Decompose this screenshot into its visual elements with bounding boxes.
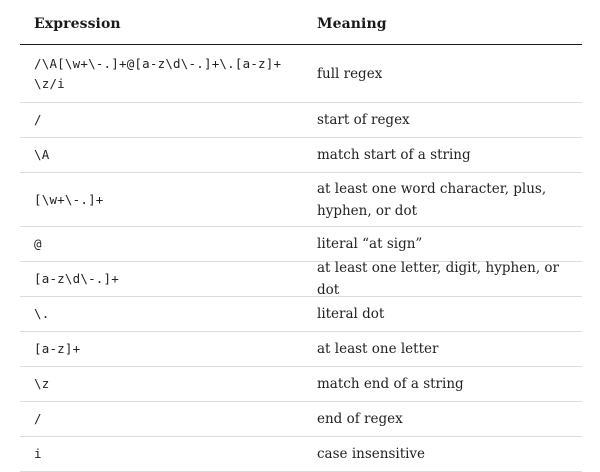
table-row	[20, 437, 582, 472]
table-row	[20, 45, 582, 103]
meaning-cell: at least one word character, plus, hyphen, or dot	[317, 180, 547, 219]
table-row	[20, 402, 582, 437]
table-row	[20, 173, 582, 227]
table-row	[20, 332, 582, 367]
expression-cell: [\w+\-.]+	[34, 191, 104, 207]
meaning-cell: start of regex	[317, 112, 410, 128]
meaning-cell: at least one letter	[317, 341, 439, 357]
expression-cell: \A	[34, 147, 50, 162]
meaning-cell: end of regex	[317, 411, 403, 427]
header-expression: Expression	[34, 16, 121, 32]
table-row	[20, 138, 582, 173]
expression-cell: /\A[\w+\-.]+@[a-z\d\-.]+\.[a-z]+\z/i	[34, 55, 282, 91]
table-row	[20, 297, 582, 332]
expression-cell: @	[34, 236, 42, 251]
expression-cell: /	[34, 112, 42, 127]
expression-cell: \.	[34, 306, 50, 321]
table-row	[20, 262, 582, 297]
expression-cell: [a-z\d\-.]+	[34, 271, 119, 286]
expression-cell: [a-z]+	[34, 341, 81, 356]
expression-cell: i	[34, 446, 42, 461]
header-meaning: Meaning	[317, 16, 387, 32]
regex-table	[20, 0, 582, 472]
meaning-cell: literal dot	[317, 306, 385, 322]
meaning-cell: at least one letter, digit, hyphen, or dot	[317, 260, 559, 298]
table-header	[20, 0, 582, 45]
meaning-cell: case insensitive	[317, 446, 426, 462]
meaning-cell: match end of a string	[317, 376, 464, 392]
expression-cell: /	[34, 411, 42, 426]
meaning-cell: full regex	[317, 65, 383, 82]
meaning-cell: match start of a string	[317, 147, 471, 163]
table-row	[20, 367, 582, 402]
meaning-cell: literal “at sign”	[317, 236, 423, 252]
table-row	[20, 103, 582, 138]
expression-cell: \z	[34, 376, 50, 391]
